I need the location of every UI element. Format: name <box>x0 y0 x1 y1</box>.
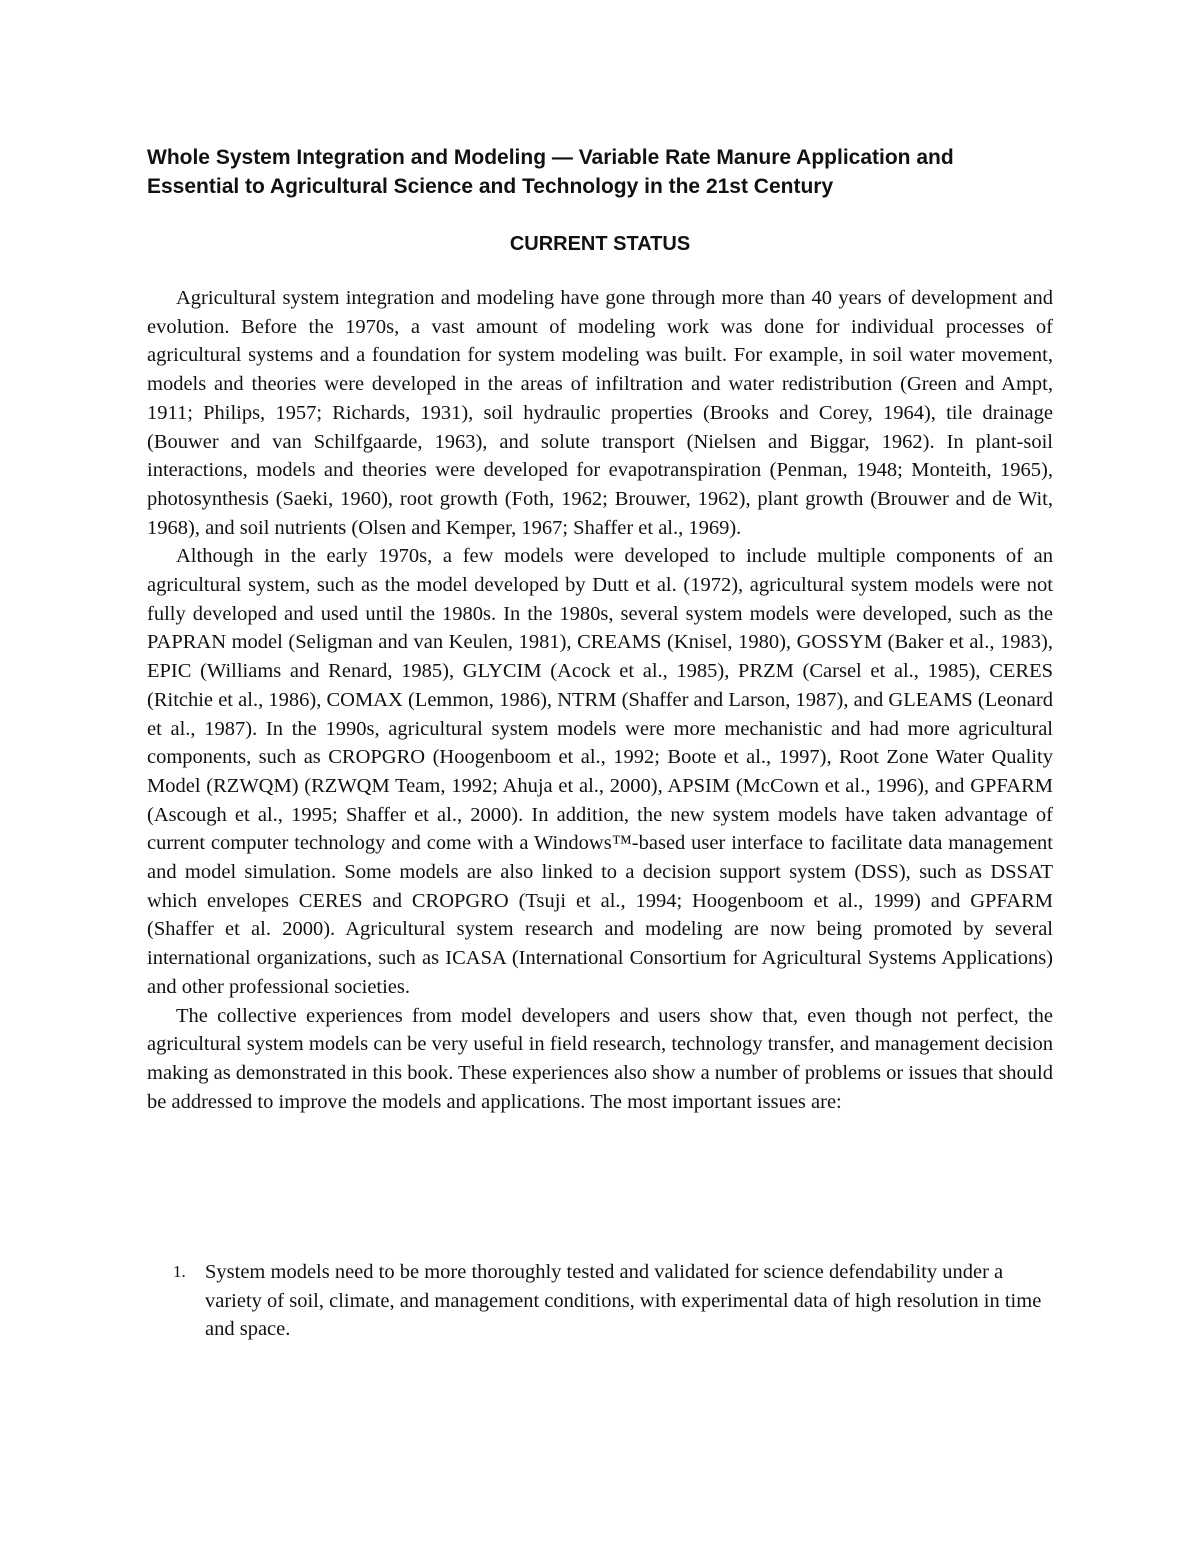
body-text <box>147 284 1053 1116</box>
list-item-number: 1. <box>173 1262 186 1281</box>
paragraph: The collective experiences from model developers and users show that, even though not perfect, the agricultural system models can be very useful in field research, technology transfer, and management decision making as demonstrated in this book. These experiences also show a number of problems or issues that should be addressed to improve the models and applications. The most important issues are: <box>147 1004 1054 1113</box>
paragraph: Although in the early 1970s, a few models were developed to include multiple components of an agricultural system, such as the model developed by Dutt et al. (1972), agricultural system models were not fully developed and used until the 1980s. In the 1980s, several system models were developed, such as the PAPRAN model (Seligman and van Keulen, 1981), CREAMS (Knisel, 1980), GOSSYM (Baker et al., 1983), EPIC (Williams and Renard, 1985), GLYCIM (Acock et al., 1985), PRZM (Carsel et al., 1985), CERES (Ritchie et al., 1986), COMAX (Lemmon, 1986), NTRM (Shaffer and Larson, 1987), and GLEAMS (Leonard et al., 1987). In the 1990s, agricultural system models were more mechanistic and had more agricultural components, such as CROPGRO (Hoogenboom et al., 1992; Boote et al., 1997), Root Zone Water Quality Model (RZWQM) (RZWQM Team, 1992; Ahuja et al., 2000), APSIM (McCown et al., 1996), and GPFARM (Ascough et al., 1995; Shaffer et al., 2000). In addition, the new system models have taken advantage of current computer technology and come with a Windows™-based user interface to facilitate data management and model simulation. Some models are also linked to a decision support system (DSS), such as DSSAT which envelopes CERES and CROPGRO (Tsuji et al., 1994; Hoogenboom et al., 1999) and GPFARM (Shaffer et al. 2000). Agricultural system research and modeling are now being promoted by several international organizations, such as ICASA (International Consortium for Agricultural Systems Applications) and other professional societies. <box>147 545 1053 998</box>
paragraph: Agricultural system integration and modeling have gone through more than 40 years of development and evolution. Before the 1970s, a vast amount of modeling work was done for individual processes of agricultural systems and a foundation for system modeling was built. For example, in soil water movement, models and theories were developed in the areas of infiltration and water redistribution (Green and Ampt, 1911; Philips, 1957; Richards, 1931), soil hydraulic properties (Brooks and Corey, 1964), tile drainage (Bouwer and van Schilfgaarde, 1963), and solute transport (Nielsen and Biggar, 1962). In plant-soil interactions, models and theories were developed for evapotranspiration (Penman, 1948; Monteith, 1965), photosynthesis (Saeki, 1960), root growth (Foth, 1962; Brouwer, 1962), plant growth (Brouwer and de Wit, 1968), and soil nutrients (Olsen and Kemper, 1967; Shaffer et al., 1969). <box>147 287 1053 539</box>
document-title <box>147 143 1067 201</box>
list-item <box>147 1258 1053 1344</box>
list-item-text: System models need to be more thoroughly tested and validated for science defendability under a variety of soil, climate, and management conditions, with experimental data of high resolution in time and space. <box>205 1261 1042 1341</box>
issues-list <box>147 1258 1053 1344</box>
title-line-2: Essential to Agricultural Science and Technology in the 21st Century <box>147 175 834 198</box>
title-line-1: Whole System Integration and Modeling — Variable Rate Manure Application and <box>147 146 954 169</box>
section-heading: CURRENT STATUS <box>509 233 691 255</box>
